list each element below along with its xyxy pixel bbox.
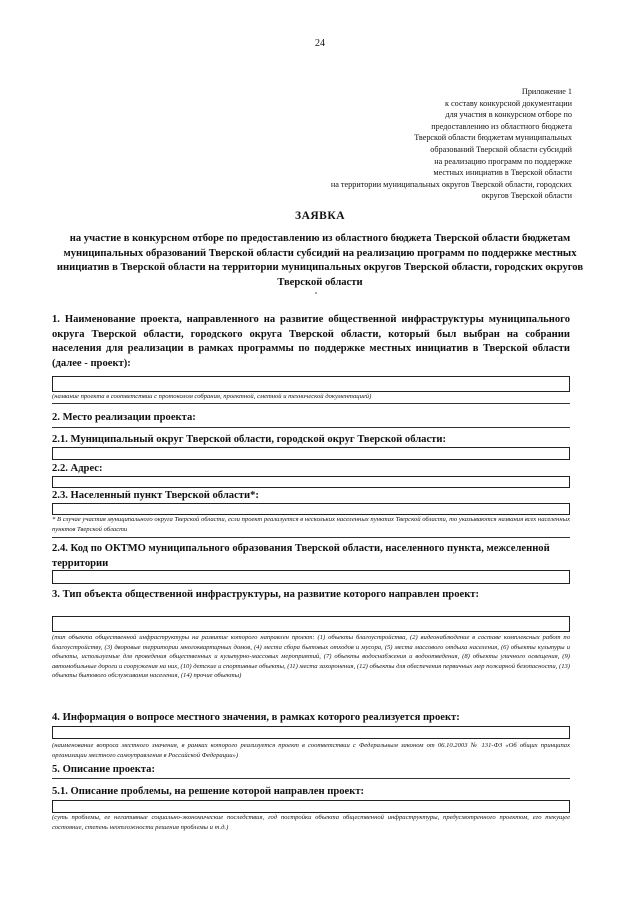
document-subtitle: на участие в конкурсном отборе по предоставлению из областного бюджета Тверской области бюджетам муниципальных образований Тверской области субсидий на реализацию программ по поддержке местных инициатив в Тверской области на территории муниципальных округов Тверской области, городских округов Тверской области — [56, 233, 584, 288]
appendix-line: на территории муниципальных округов Тверской области, городских — [330, 179, 572, 189]
section-2-3-heading: 2.3. Населенный пункт Тверской области*: — [52, 490, 259, 501]
settlement-footnote: * В случае участия муниципального округа Тверской области, если проект реализуется в нескольких населенных пунктах Тверской области, то указываются названия всех населенных пунктов Тверской области — [52, 516, 570, 533]
address-field[interactable] — [52, 476, 570, 488]
scan-speck — [315, 292, 317, 294]
section-3-heading: 3. Тип объекта общественной инфраструктуры, на развитие которого направлен проект: — [52, 589, 480, 600]
oktmo-field[interactable] — [52, 570, 570, 584]
problem-description-field[interactable] — [52, 800, 570, 813]
settlement-field[interactable] — [52, 503, 570, 515]
section-2-heading: 2. Место реализации проекта: — [52, 412, 196, 423]
object-type-field[interactable] — [52, 616, 570, 632]
appendix-line: предоставлению из областного бюджета — [431, 121, 572, 131]
appendix-line: местных инициатив в Тверской области — [433, 168, 572, 178]
object-type-hint: (тип объекта общественной инфраструктуры на развитие которого направлен проект: (1) объекты благоустройства, (2) видеонаблюдение в составе комплексных работ по благоустройству, (3) дворовые территории многоквартирных домов, (4) места сбора бытовых отходов и мусора, (5) места массового отдыха населения, (6) объекты культуры и объекты, используемые для проведения общественных и культурно-массовых мероприятий, (7) объекты водоснабжения и водоотведения, (8) объекты уличного освещения, (9) автомобильные дороги и сооружения на них, (10) детские и спортивные объекты, (11) места захоронения, (12) объекты для обеспечения первичных мер пожарной безопасности, (13) объекты бытового обслуживания населения, (14) прочие объекты) — [52, 634, 570, 680]
appendix-line: к составу конкурсной документации — [444, 98, 572, 108]
project-name-field[interactable] — [52, 376, 570, 392]
divider — [52, 427, 570, 428]
appendix-header — [282, 86, 572, 202]
page-number: 24 — [315, 38, 325, 49]
section-1-heading: 1. Наименование проекта, направленного на развитие общественной инфраструктуры муниципального округа Тверской области, городского округа Тверской области, который был выбран на собрании населения для реализации в рамках программы по поддержке местных инициатив в Тверской области (далее - проект): — [52, 314, 570, 369]
appendix-line: на реализацию программ по поддержке — [434, 156, 572, 166]
appendix-line: для участия в конкурсном отборе по — [445, 110, 572, 120]
divider — [52, 403, 570, 404]
divider — [52, 778, 570, 779]
appendix-line: Тверской области бюджетам муниципальных — [414, 133, 572, 143]
divider — [52, 537, 570, 538]
section-2-1-heading: 2.1. Муниципальный округ Тверской области, городской округ Тверской области: — [52, 434, 447, 445]
municipality-field[interactable] — [52, 447, 570, 460]
section-2-4-heading: 2.4. Код по ОКТМО муниципального образования Тверской области, населенного пункта, межселенной территории — [52, 543, 550, 569]
local-issue-hint: (наименование вопроса местного значения, в рамках которого реализуется проект в соответствии с Федеральным законом от 06.10.2003 № 131-ФЗ «Об общих принципах организации местного самоуправления в Российской Федерации») — [52, 742, 570, 759]
appendix-line: округов Тверской области — [481, 191, 572, 201]
section-5-1-heading: 5.1. Описание проблемы, на решение которой направлен проект: — [52, 786, 365, 797]
appendix-line: образований Тверской области субсидий — [430, 144, 572, 154]
document-title: ЗАЯВКА — [295, 210, 345, 222]
section-5-heading: 5. Описание проекта: — [52, 764, 155, 775]
problem-description-hint: (суть проблемы, ее негативные социально-экономические последствия, год постройки объекта общественной инфраструктуры, предусмотренного проектом, его текущее состояние, степень неотложности решения проблемы и т.д.) — [52, 814, 570, 831]
local-issue-field[interactable] — [52, 726, 570, 739]
section-4-heading: 4. Информация о вопросе местного значения, в рамках которого реализуется проект: — [52, 712, 460, 723]
appendix-line: Приложение 1 — [521, 87, 572, 96]
project-name-hint: (название проекта в соответствии с протоколом собрания, проектной, сметной и технической документацией) — [52, 393, 372, 400]
section-2-2-heading: 2.2. Адрес: — [52, 463, 103, 474]
